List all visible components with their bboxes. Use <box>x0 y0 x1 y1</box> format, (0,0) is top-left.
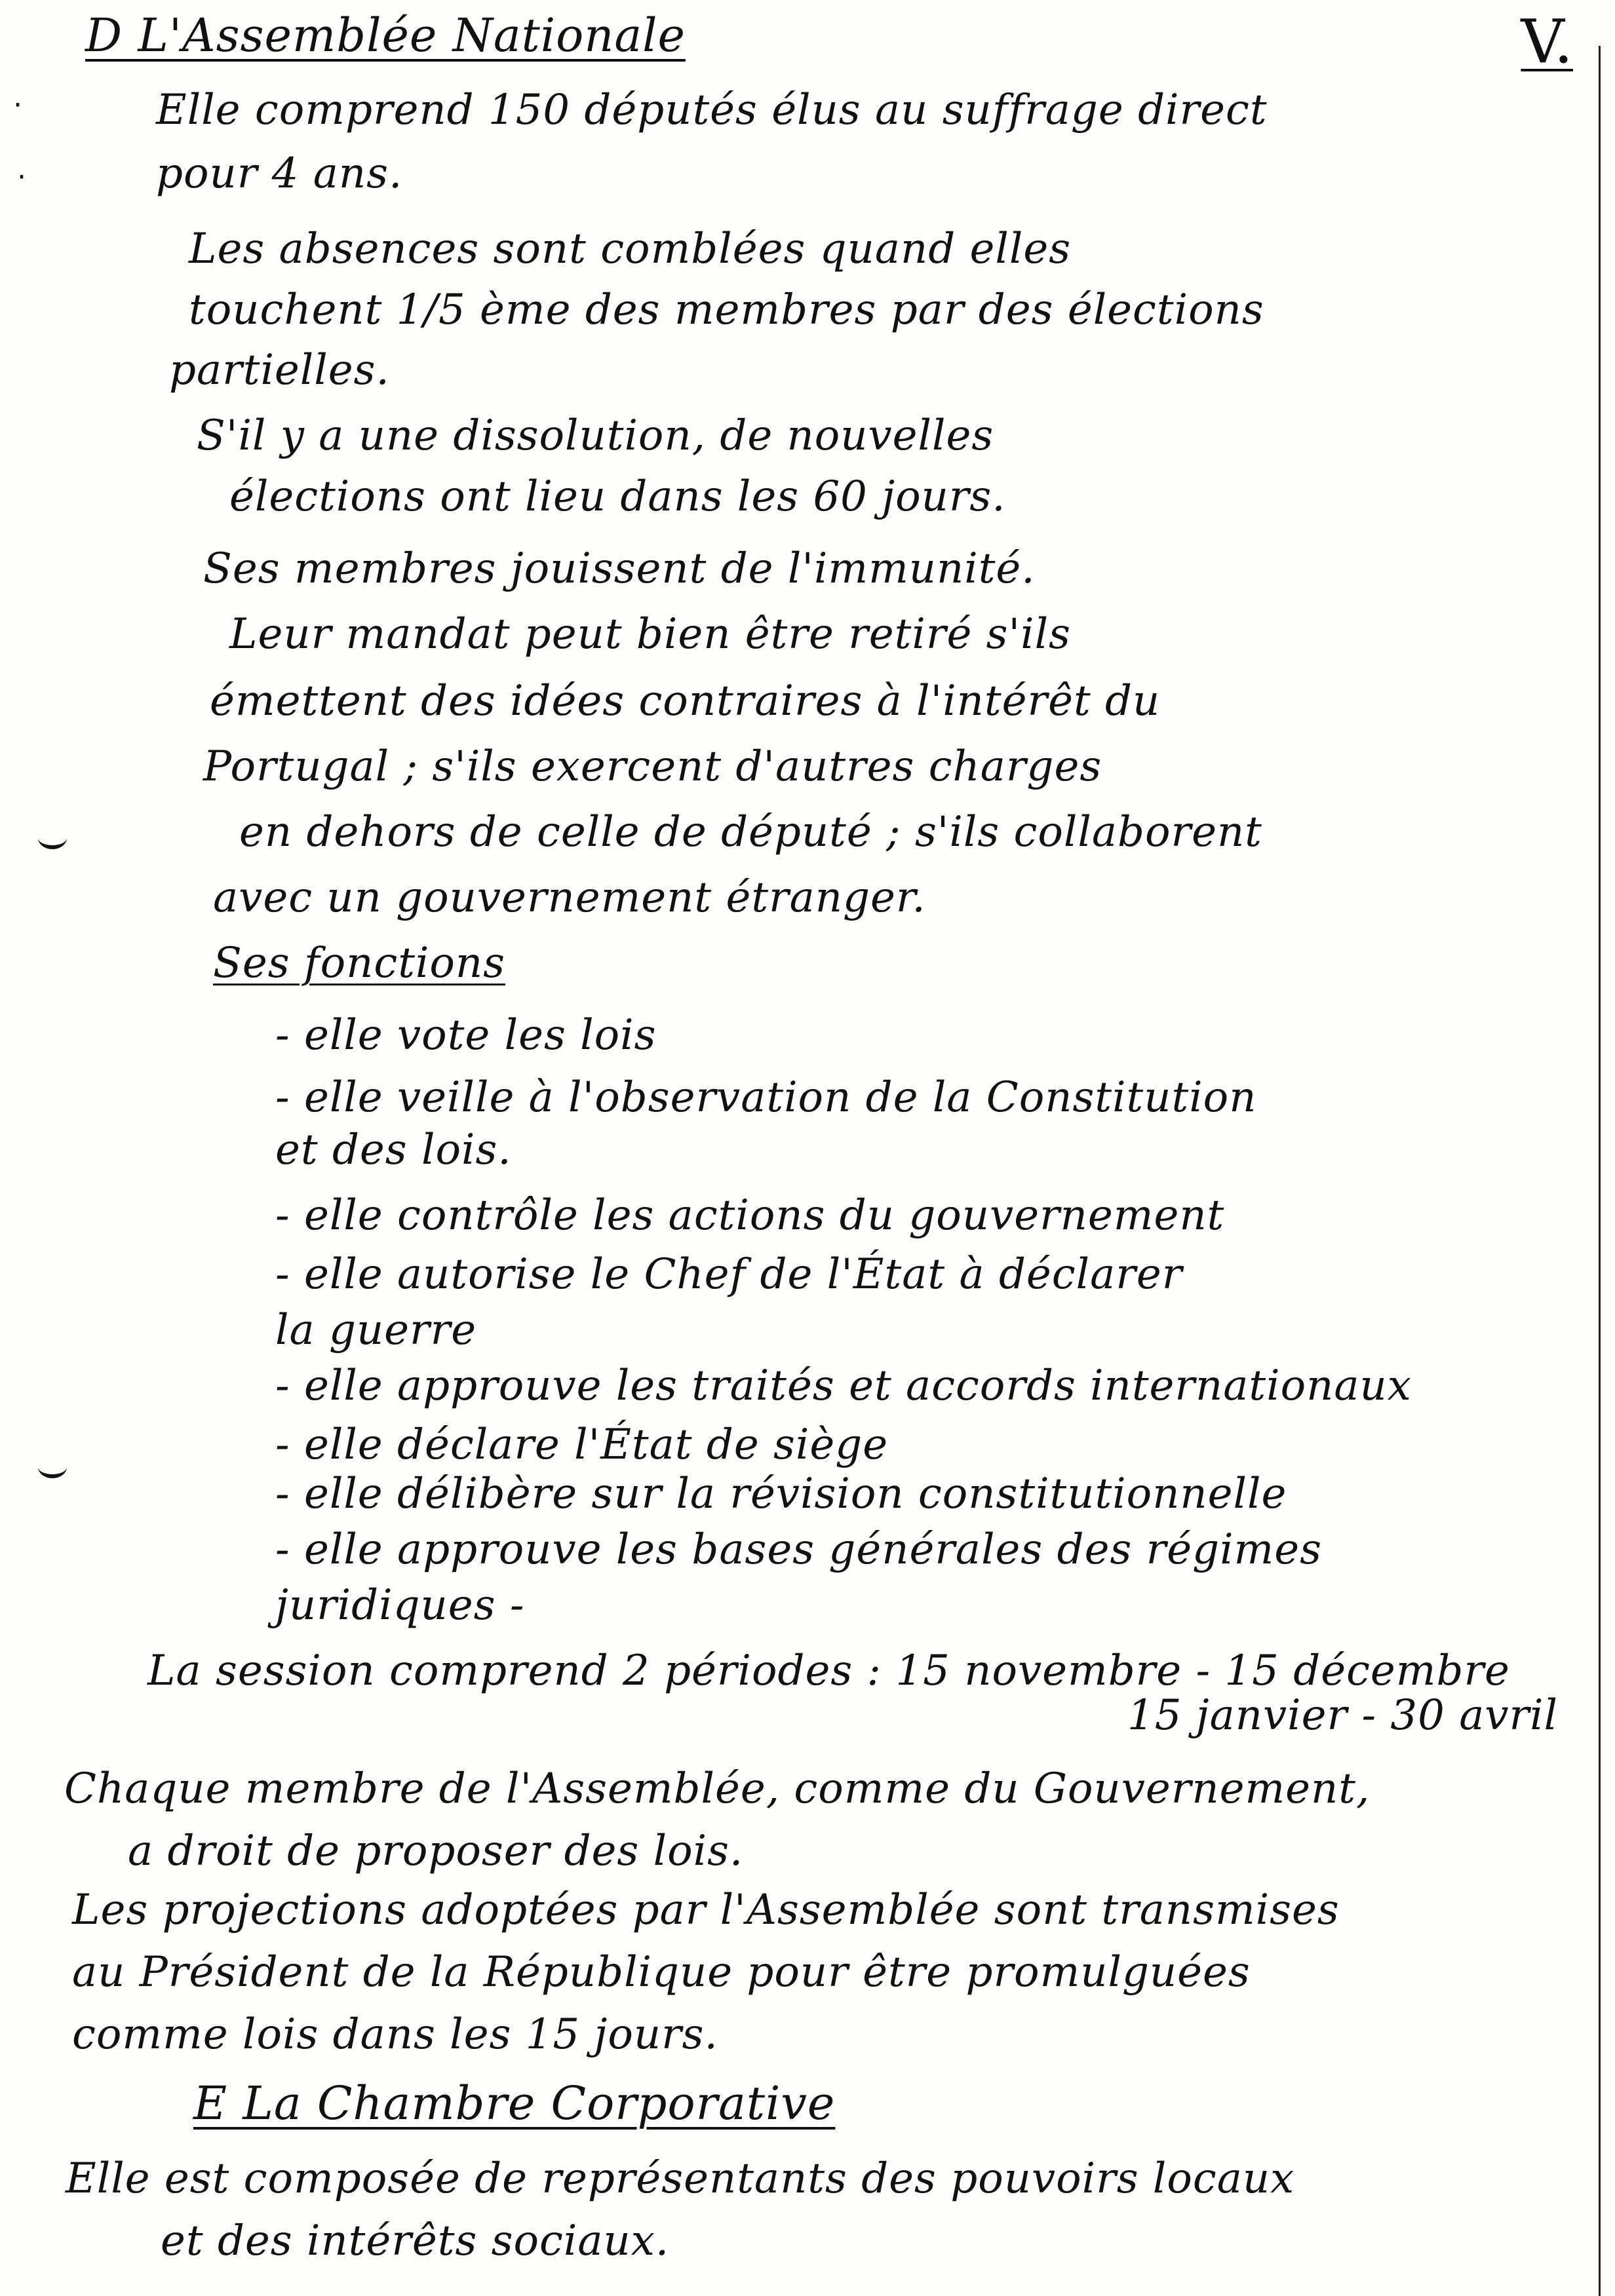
text-line: au Président de la République pour être promulguées <box>72 1948 1251 1997</box>
text-line: partielles. <box>169 346 390 394</box>
text-line: Leur mandat peut bien être retiré s'ils <box>229 610 1071 659</box>
function-item: - elle veille à l'observation de la Constitution <box>275 1073 1257 1122</box>
text-line: a droit de proposer des lois. <box>128 1827 744 1875</box>
text-line: Ses membres jouissent de l'immunité. <box>203 545 1036 593</box>
function-item: - elle approuve les traités et accords internationaux <box>275 1362 1412 1410</box>
text-line: et des intérêts sociaux. <box>161 2217 670 2265</box>
function-item: - elle vote les lois <box>275 1011 657 1060</box>
margin-arc <box>38 1456 67 1478</box>
text-line: Les absences sont comblées quand elles <box>189 225 1072 273</box>
function-item: - elle déclare l'État de siège <box>275 1421 889 1469</box>
text-line: comme lois dans les 15 jours. <box>72 2010 718 2059</box>
text-line: élections ont lieu dans les 60 jours. <box>229 472 1006 521</box>
text-line: émettent des idées contraires à l'intérêt du <box>210 677 1161 725</box>
text-line: 15 janvier - 30 avril <box>1127 1691 1559 1740</box>
function-item: - elle délibère sur la révision constitutionnelle <box>275 1470 1287 1518</box>
text-line: La session comprend 2 périodes : 15 novembre - 15 décembre <box>147 1647 1510 1695</box>
section-number: V. <box>1521 7 1573 77</box>
function-item: la guerre <box>275 1306 477 1354</box>
margin-dot: · <box>13 88 22 122</box>
function-item: - elle approuve les bases générales des régimes <box>275 1525 1322 1574</box>
text-line: Les projections adoptées par l'Assemblée sont transmises <box>72 1886 1340 1934</box>
functions-heading: Ses fonctions <box>213 939 505 987</box>
section-heading-e: E La Chambre Corporative <box>193 2076 836 2130</box>
function-item: et des lois. <box>275 1126 512 1174</box>
function-item: - elle autorise le Chef de l'État à déclarer <box>275 1250 1183 1299</box>
margin-arc <box>38 827 67 849</box>
right-margin-line <box>1599 46 1601 2296</box>
text-line: pour 4 ans. <box>156 149 403 198</box>
text-line: Elle est composée de représentants des pouvoirs locaux <box>66 2154 1295 2203</box>
text-line: en dehors de celle de député ; s'ils collaborent <box>239 808 1262 856</box>
function-item: - elle contrôle les actions du gouvernement <box>275 1191 1225 1240</box>
margin-dot: · <box>17 161 26 194</box>
text-line: Portugal ; s'ils exercent d'autres charges <box>203 742 1102 791</box>
text-line: avec un gouvernement étranger. <box>213 873 926 922</box>
function-item: juridiques - <box>275 1581 525 1630</box>
text-line: Chaque membre de l'Assemblée, comme du Gouvernement, <box>64 1765 1371 1813</box>
text-line: S'il y a une dissolution, de nouvelles <box>197 411 994 460</box>
text-line: touchent 1/5 ème des membres par des élections <box>189 286 1264 334</box>
section-heading-d: D L'Assemblée Nationale <box>85 9 686 62</box>
text-line: Elle comprend 150 députés élus au suffrage direct <box>156 86 1268 134</box>
